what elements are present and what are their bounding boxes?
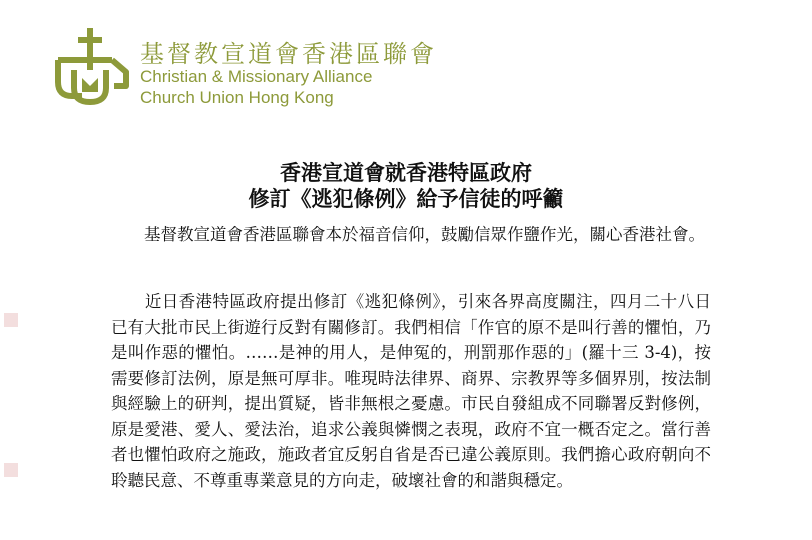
org-name-english-line1: Christian & Missionary Alliance xyxy=(140,67,373,86)
scan-artifact-mark xyxy=(4,313,18,327)
org-name-english-line2: Church Union Hong Kong xyxy=(140,88,334,107)
paragraph-2: 近日香港特區政府提出修訂《逃犯條例》，引來各界高度關注，四月二十八日已有大批市民上街遊行反對有關修訂。我們相信「作官的原不是叫行善的懼怕，乃是叫作惡的懼怕。……是神的用人，是伸冤的，刑罰那作惡的」(羅十三 3-4)，按需要修訂法例，原是無可厚非。唯現時法律界、商界、宗教界等多個界別，按法制與經驗上的研判，提出質疑，皆非無根之憂慮。市民自發組成不同聯署反對修例，原是愛港、愛人、愛法治，追求公義與憐憫之表現，政府不宜一概否定之。當行善者也懼怕政府之施政，施政者宜反躬自省是否已違公義原則。我們擔心政府朝向不聆聽民意、不尊重專業意見的方向走，破壞社會的和諧與穩定。 xyxy=(111,292,711,490)
org-name-chinese: 基督教宣道會香港區聯會 xyxy=(140,40,437,68)
paragraph-1: 基督教宣道會香港區聯會本於福音信仰，鼓勵信眾作鹽作光，關心香港社會。 xyxy=(111,225,705,244)
document-title-line1: 香港宣道會就香港特區政府 xyxy=(280,160,532,185)
scan-artifact-mark xyxy=(4,463,18,477)
document-title-line2: 修訂《逃犯條例》給予信徒的呼籲 xyxy=(248,186,564,211)
cross-tent-crown-logo-icon xyxy=(52,26,132,106)
